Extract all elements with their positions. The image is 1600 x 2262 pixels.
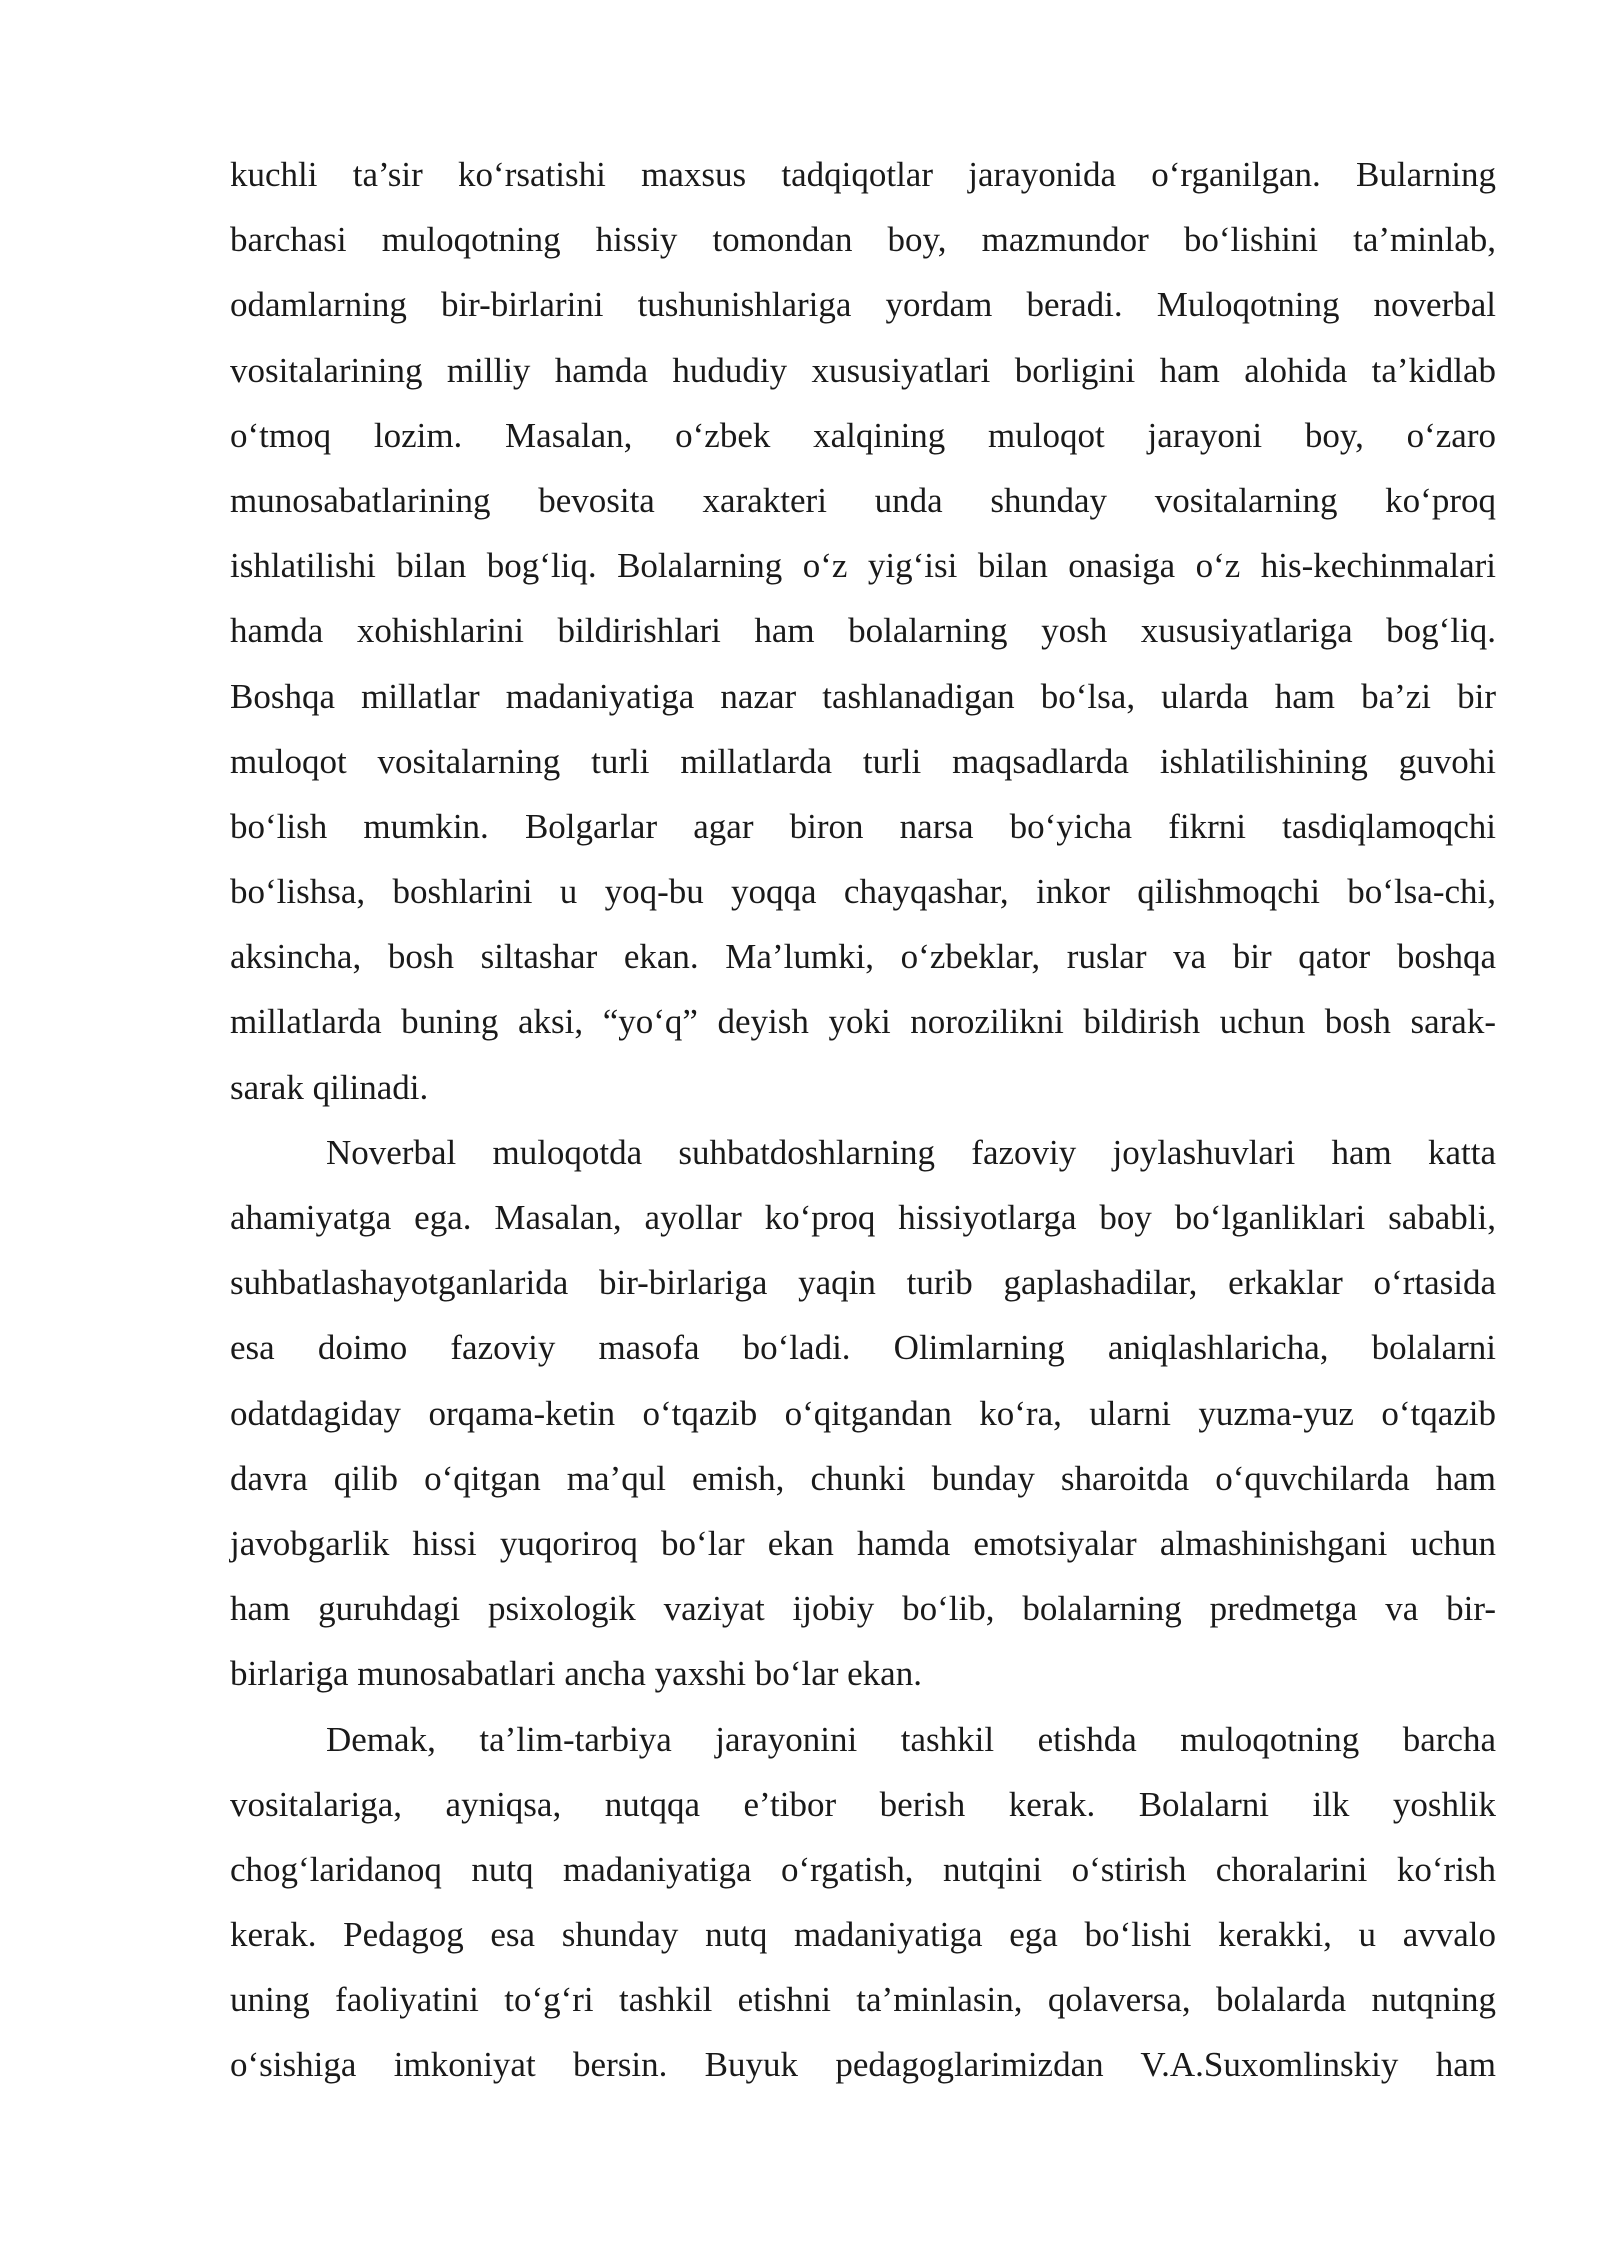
text-line: o‘sishiga imkoniyat bersin. Buyuk pedagoglarimizdan V.A.Suxomlinskiy ham (230, 2045, 1496, 2085)
text-line: sarak qilinadi. (230, 1067, 429, 1107)
text-line: ham guruhdagi psixologik vaziyat ijobiy bo‘lib, bolalarning predmetga va bir- (230, 1589, 1496, 1629)
text-line: hamda xohishlarini bildirishlari ham bolalarning yosh xususiyatlariga bog‘liq. (230, 611, 1496, 651)
text-line: birlariga munosabatlari ancha yaxshi bo‘lar ekan. (230, 1654, 922, 1694)
text-line: millatlarda buning aksi, “yo‘q” deyish yoki norozilikni bildirish uchun bosh sarak- (230, 1002, 1496, 1042)
paragraph-1 (230, 142, 1496, 1120)
text-line: ahamiyatga ega. Masalan, ayollar ko‘proq hissiyotlarga boy bo‘lganliklari sababli, (230, 1198, 1496, 1237)
text-line: suhbatlashayotganlarida bir-birlariga yaqin turib gaplashadilar, erkaklar o‘rtasida (230, 1263, 1496, 1303)
text-line: odamlarning bir-birlarini tushunishlariga yordam beradi. Muloqotning noverbal (230, 285, 1496, 325)
text-line: chog‘laridanoq nutq madaniyatiga o‘rgatish, nutqini o‘stirish choralarini ko‘rish (230, 1849, 1496, 1889)
text-line: aksincha, bosh siltashar ekan. Ma’lumki, o‘zbeklar, ruslar va bir qator boshqa (230, 937, 1496, 977)
text-line: Boshqa millatlar madaniyatiga nazar tashlanadigan bo‘lsa, ularda ham ba’zi bir (230, 676, 1496, 716)
text-line: esa doimo fazoviy masofa bo‘ladi. Olimlarning aniqlashlaricha, bolalarni (230, 1328, 1496, 1368)
text-line: uning faoliyatini to‘g‘ri tashkil etishni ta’minlasin, qolaversa, bolalarda nutqning (230, 1980, 1496, 2020)
text-line: javobgarlik hissi yuqoriroq bo‘lar ekan hamda emotsiyalar almashinishgani uchun (230, 1523, 1496, 1563)
text-line: vositalarining milliy hamda hududiy xususiyatlari borligini ham alohida ta’kidlab (230, 350, 1496, 390)
text-line: Demak, ta’lim-tarbiya jarayonini tashkil etishda muloqotning barcha (326, 1719, 1496, 1759)
text-line: kerak. Pedagog esa shunday nutq madaniyatiga ega bo‘lishi kerakki, u avvalo (230, 1915, 1496, 1955)
text-line: kuchli ta’sir ko‘rsatishi maxsus tadqiqotlar jarayonida o‘rganilgan. Bularning (230, 155, 1496, 194)
text-line: Noverbal muloqotda suhbatdoshlarning fazoviy joylashuvlari ham katta (326, 1132, 1496, 1172)
text-line: ishlatilishi bilan bog‘liq. Bolalarning o‘z yig‘isi bilan onasiga o‘z his-kechinmalari (230, 546, 1496, 586)
text-line: vositalariga, ayniqsa, nutqqa e’tibor berish kerak. Bolalarni ilk yoshlik (230, 1784, 1496, 1824)
paragraph-2 (230, 1120, 1496, 1707)
text-line: davra qilib o‘qitgan ma’qul emish, chunki bunday sharoitda o‘quvchilarda ham (230, 1458, 1496, 1498)
text-line: munosabatlarining bevosita xarakteri unda shunday vositalarning ko‘proq (230, 480, 1496, 520)
text-line: muloqot vositalarning turli millatlarda turli maqsadlarda ishlatilishining guvohi (230, 741, 1496, 781)
text-line: barchasi muloqotning hissiy tomondan boy, mazmundor bo‘lishini ta’minlab, (230, 220, 1496, 260)
body-text (230, 142, 1496, 2098)
text-line: o‘tmoq lozim. Masalan, o‘zbek xalqining muloqot jarayoni boy, o‘zaro (230, 415, 1496, 455)
paragraph-3 (230, 1707, 1496, 2098)
text-line: bo‘lish mumkin. Bolgarlar agar biron narsa bo‘yicha fikrni tasdiqlamoqchi (230, 806, 1496, 846)
text-line: odatdagiday orqama-ketin o‘tqazib o‘qitgandan ko‘ra, ularni yuzma-yuz o‘tqazib (230, 1393, 1496, 1433)
text-line: bo‘lishsa, boshlarini u yoq-bu yoqqa chayqashar, inkor qilishmoqchi bo‘lsa-chi, (230, 872, 1496, 912)
